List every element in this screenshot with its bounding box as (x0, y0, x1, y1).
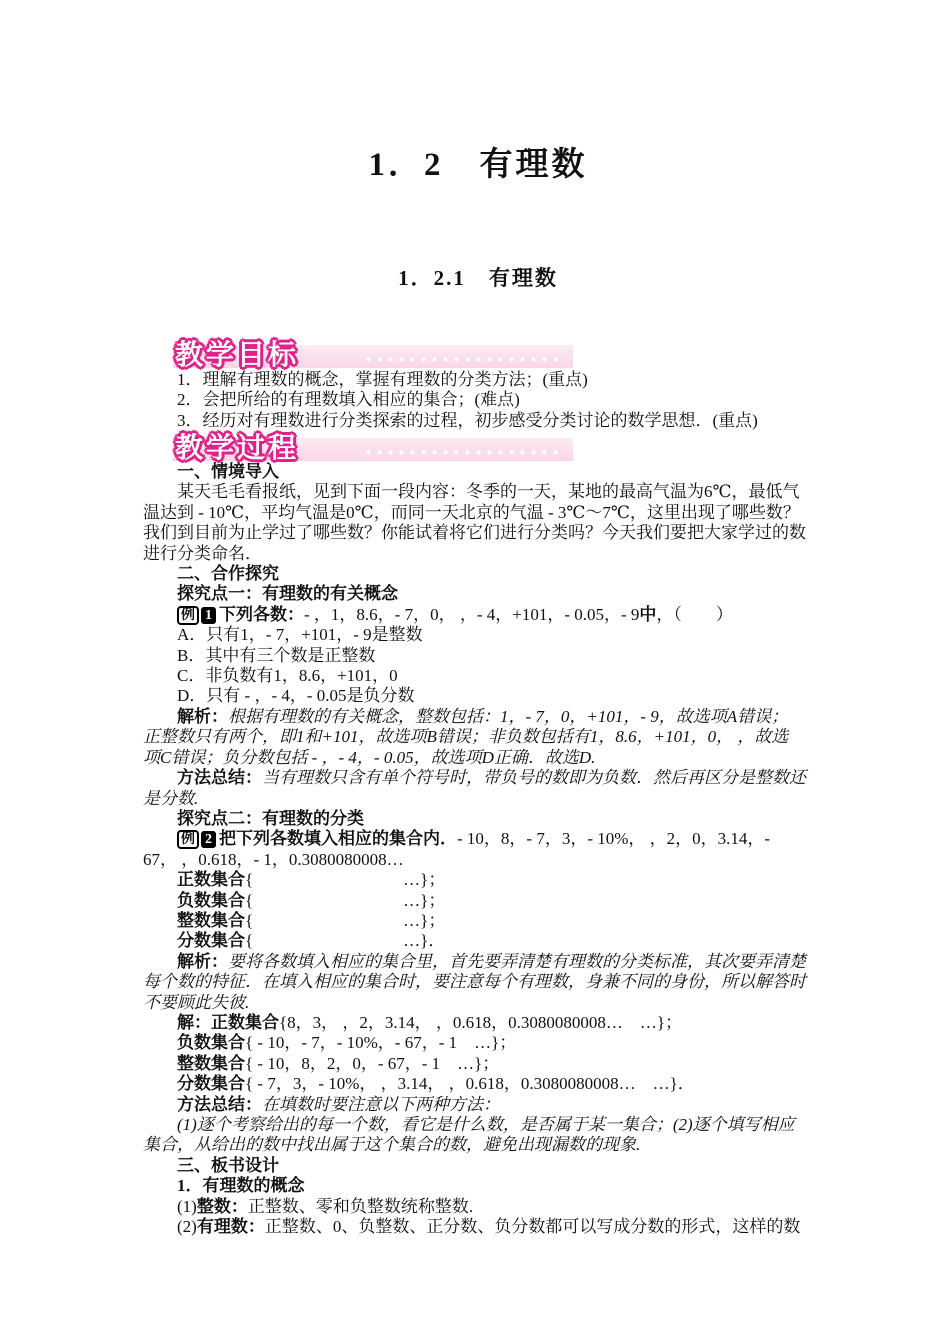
text-segment: 根据有理数的有关概念，整数包括：1，- 7，0，+101，- 9，故选项A错误； (228, 706, 789, 726)
text-segment: 1．有理数的概念 (177, 1176, 305, 1196)
text-segment: 项C错误；负分数包括 - ，- 4，- 0.05，故选项D正确．故选D. (143, 747, 596, 767)
text-segment: 一、情境导入 (177, 462, 279, 481)
lesson-body (143, 462, 903, 1237)
text-segment: (2) (177, 1217, 197, 1237)
text-segment: 下列各数： (219, 604, 304, 624)
text-segment: 方法总结： (177, 768, 262, 788)
text-line (143, 544, 903, 564)
banner-teaching-process-label: 教学过程 (175, 433, 300, 464)
text-line (143, 1074, 903, 1094)
text-segment: 整数集合 (177, 1053, 245, 1073)
text-line (143, 789, 903, 809)
example-number-badge: 2 (201, 831, 216, 848)
text-line (143, 850, 903, 870)
section-subtitle: 1．2.1 有理数 (398, 266, 558, 290)
text-segment: 正整数只有两个，即1和+101，故选项B错误；非负数包括有1，8.6，+101，0， ，故选 (143, 727, 789, 747)
text-segment: 进行分类命名． (143, 543, 262, 563)
banner-teaching-process (143, 429, 823, 465)
text-line (143, 1217, 903, 1237)
text-segment: 2．会把所给的有理数填入相应的集合；(难点) (177, 390, 520, 410)
text-segment: 探究点一：有理数的有关概念 (177, 584, 398, 604)
text-segment: { - 7，3，- 10%， ，3.14， ，0.618，0.3080080008… …}． (245, 1074, 695, 1094)
text-segment: 三、板书设计 (177, 1155, 279, 1175)
banner-teaching-objectives-label: 教学目标 (175, 340, 300, 371)
text-line (143, 931, 903, 951)
text-segment: { - 10，8，2，0，- 67，- 1 …}； (245, 1053, 500, 1073)
text-segment: B．其中有三个数是正整数 (177, 645, 376, 665)
section-heading (143, 1156, 903, 1176)
example-number-badge: 1 (201, 607, 216, 624)
text-segment: …}； (403, 870, 446, 890)
text-segment: 正数集合 (211, 1012, 279, 1032)
text-segment: - 10，8，- 7，3，- 10%， ，2，0，3.14，- (457, 829, 771, 849)
objectives-list (143, 370, 903, 431)
text-segment: A．只有1，- 7，+101，- 9是整数 (177, 625, 423, 645)
text-segment: D．只有 - ，- 4，- 0.05是负分数 (177, 686, 415, 706)
text-segment: 正整数、0、负整数、正分数、负分数都可以写成分数的形式，这样的数 (264, 1217, 801, 1237)
text-segment: 解： (177, 1012, 211, 1032)
text-segment: 分数集合 (177, 931, 245, 951)
text-line (143, 707, 903, 727)
text-segment: (1) (177, 1196, 197, 1216)
text-line (143, 1054, 903, 1074)
text-segment: { - 10，- 7，- 10%，- 67，- 1 …}； (245, 1033, 517, 1053)
text-segment: 是分数. (143, 788, 199, 808)
text-segment: 有理数： (196, 1217, 265, 1237)
text-segment: 当有理数只含有单个符号时，带负号的数即为负数．然后再区分是整数还 (262, 768, 806, 788)
text-segment: ，（ ） (656, 604, 733, 624)
text-segment: 负数集合 (177, 1033, 245, 1053)
text-segment: 3．经历对有理数进行分类探索的过程，初步感受分类讨论的数学思想．(重点) (177, 410, 758, 430)
text-segment: 正数集合 (177, 870, 245, 890)
text-segment: { (245, 890, 254, 910)
text-segment: 二、合作探究 (177, 564, 279, 584)
text-line (143, 646, 903, 666)
text-line (143, 1135, 903, 1155)
text-segment: 解析： (177, 706, 228, 726)
text-segment: 温达到 - 10℃，平均气温是0℃，而同一天北京的气温 - 3℃～7℃，这里出现了哪些数？ (143, 502, 800, 522)
text-segment: {8，3， ，2，3.14， ，0.618，0.3080080008… …}； (279, 1012, 683, 1032)
example-badge-icon: 例 (177, 830, 199, 849)
text-segment: { (245, 870, 254, 890)
section-heading (143, 809, 903, 829)
text-segment: 某天毛毛看报纸，见到下面一段内容：冬季的一天，某地的最高气温为6℃，最低气 (177, 482, 800, 502)
text-line (143, 1197, 903, 1217)
text-segment: 把下列各数填入相应的集合内． (219, 829, 457, 849)
text-line (143, 768, 903, 788)
text-segment: { (245, 910, 254, 930)
text-segment: 我们到目前为止学过了哪些数？你能试着将它们进行分类吗？今天我们要把大家学过的数 (143, 523, 806, 543)
page-title: 1．2 有理数 (368, 147, 588, 183)
text-segment: C．非负数有1，8.6，+101，0 (177, 666, 398, 686)
text-segment: 集合，从给出的数中找出属于这个集合的数，避免出现漏数的现象. (143, 1135, 641, 1155)
text-segment: …}； (403, 910, 446, 930)
text-line (143, 686, 903, 706)
text-line (143, 1095, 903, 1115)
text-segment: - ，1，8.6，- 7，0， ，- 4，+101，- 0.05，- 9 (304, 604, 640, 624)
text-segment: 67， ，0.618，- 1，0.3080080008… (143, 849, 404, 869)
text-line (143, 829, 903, 849)
text-line (143, 891, 903, 911)
text-line (143, 605, 903, 625)
section-heading (143, 564, 903, 584)
section-heading (143, 1176, 903, 1196)
text-segment: 探究点二：有理数的分类 (177, 808, 364, 828)
text-segment: 分数集合 (177, 1074, 245, 1094)
text-segment: …}． (403, 931, 446, 951)
text-segment: 1．理解有理数的概念，掌握有理数的分类方法；(重点) (177, 370, 588, 389)
text-segment: …}； (403, 890, 446, 910)
text-line (143, 503, 903, 523)
text-segment: 在填数时要注意以下两种方法： (262, 1094, 500, 1114)
text-line (143, 1013, 903, 1033)
text-line (143, 952, 903, 972)
section-heading (143, 462, 903, 482)
text-line (143, 972, 903, 992)
banner-dots-decoration (363, 448, 563, 457)
text-line (143, 625, 903, 645)
text-line (143, 482, 903, 502)
text-segment: (1)逐个考察给出的每一个数，看它是什么数，是否属于某一集合；(2)逐个填写相应 (177, 1115, 795, 1134)
text-line (143, 390, 903, 410)
text-line (143, 523, 903, 543)
text-segment: 要将各数填入相应的集合里，首先要弄清楚有理数的分类标准，其次要弄清楚 (228, 951, 806, 971)
text-line (143, 1115, 903, 1135)
text-segment: 整数： (196, 1196, 248, 1216)
text-line (143, 666, 903, 686)
banner-dots-decoration (363, 355, 563, 364)
section-heading (143, 584, 903, 604)
text-segment: 中 (639, 604, 657, 624)
example-badge-icon: 例 (177, 606, 199, 625)
text-segment: 方法总结： (177, 1094, 262, 1114)
text-line (143, 727, 903, 747)
banner-teaching-objectives (143, 336, 823, 372)
text-segment: 负数集合 (177, 890, 245, 910)
text-segment: { (245, 931, 254, 951)
text-line (143, 870, 903, 890)
text-segment: 正整数、零和负整数统称整数. (247, 1196, 474, 1216)
text-segment: 不要顾此失彼. (143, 992, 250, 1012)
text-line (143, 370, 903, 390)
text-line (143, 1033, 903, 1053)
text-segment: 解析： (177, 951, 228, 971)
text-line (143, 911, 903, 931)
text-line (143, 993, 903, 1013)
text-segment: 整数集合 (177, 910, 245, 930)
text-line (143, 748, 903, 768)
text-segment: 每个数的特征．在填入相应的集合时，要注意每个有理数，身兼不同的身份，所以解答时 (143, 972, 806, 992)
